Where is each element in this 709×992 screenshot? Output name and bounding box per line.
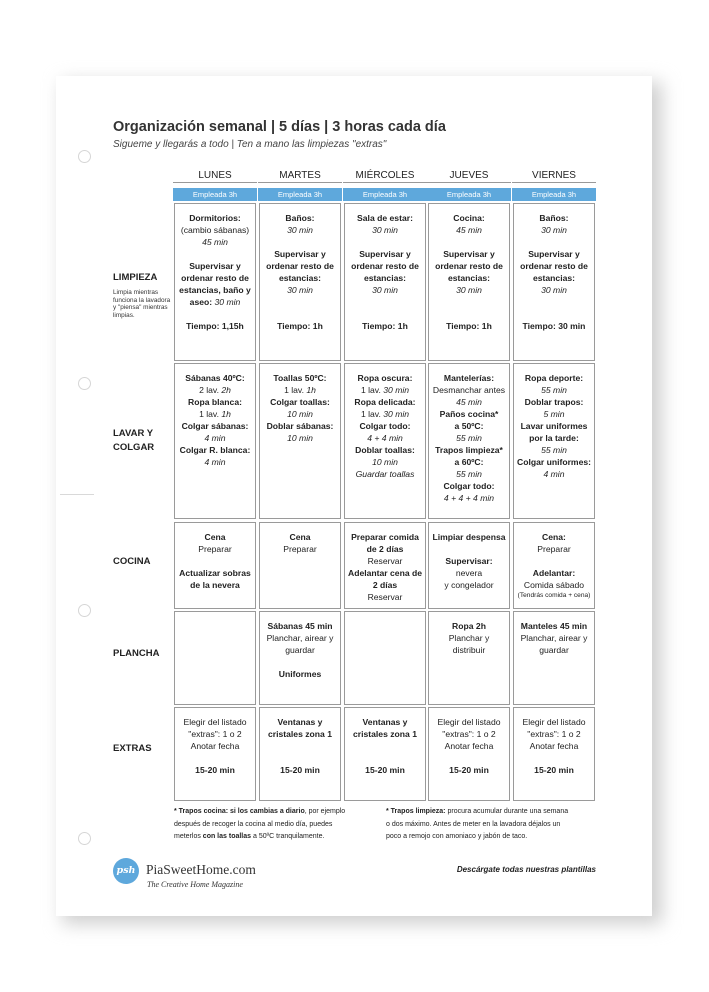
- cell-plancha-miercoles: [344, 611, 426, 705]
- cell-cocina-viernes: Cena: Preparar Adelantar: Comida sábado (Tendrás comida + cena): [513, 522, 595, 609]
- day-header-viernes: VIERNES: [532, 170, 576, 181]
- day-underline: [512, 182, 596, 183]
- binder-hole: [78, 377, 91, 390]
- day-header-martes: MARTES: [279, 170, 321, 181]
- day-header-jueves: JUEVES: [449, 170, 489, 181]
- footnote-trapos-limpieza: * Trapos limpieza: procura acumular durante una semana o dos máximo. Antes de meter en la lavadora déjalos un poco a remojo con amoniaco y jabón de taco.: [386, 808, 569, 840]
- employee-badge: Empleada 3h: [258, 188, 342, 201]
- day-underline: [258, 182, 342, 183]
- employee-badge: Empleada 3h: [512, 188, 596, 201]
- cell-cocina-jueves: Limpiar despensa Supervisar: nevera y congelador: [428, 522, 510, 609]
- row-label-cocina: COCINA: [113, 556, 151, 567]
- cell-plancha-viernes: Manteles 45 min Planchar, airear y guardar: [513, 611, 595, 705]
- fold-mark: [60, 494, 94, 495]
- cell-plancha-martes: Sábanas 45 min Planchar, airear y guardar Uniformes: [259, 611, 341, 705]
- day-underline: [343, 182, 427, 183]
- footnote-trapos-cocina: * Trapos cocina: si los cambias a diario, por ejemplo después de recoger la cocina al medio día, puedes meterlos con las toallas a 50ºC tranquilamente.: [174, 808, 346, 840]
- cell-lavar-martes: Toallas 50ºC: 1 lav. 1h Colgar toallas: 10 min Doblar sábanas: 10 min: [259, 363, 341, 519]
- brand-logo: psh: [113, 858, 139, 884]
- cell-limpieza-viernes: Baños: 30 min Supervisar y ordenar resto de estancias: 30 min Tiempo: 30 min: [513, 203, 595, 361]
- brand-tagline: The Creative Home Magazine: [147, 880, 243, 889]
- cell-limpieza-martes: Baños: 30 min Supervisar y ordenar resto de estancias: 30 min Tiempo: 1h: [259, 203, 341, 361]
- cell-plancha-lunes: [174, 611, 256, 705]
- brand-name[interactable]: PiaSweetHome.com: [146, 862, 256, 877]
- binder-hole: [78, 150, 91, 163]
- day-underline: [427, 182, 511, 183]
- row-label-extras: EXTRAS: [113, 743, 152, 754]
- cell-cocina-lunes: Cena Preparar Actualizar sobras de la nevera: [174, 522, 256, 609]
- cell-cocina-martes: Cena Preparar: [259, 522, 341, 609]
- row-label-limpieza: LIMPIEZA: [113, 272, 158, 283]
- employee-badge: Empleada 3h: [343, 188, 427, 201]
- cell-extras-miercoles: Ventanas y cristales zona 1 15-20 min: [344, 707, 426, 801]
- cell-extras-lunes: Elegir del listado "extras": 1 o 2 Anotar fecha 15-20 min: [174, 707, 256, 801]
- employee-badge: Empleada 3h: [427, 188, 511, 201]
- cell-extras-jueves: Elegir del listado "extras": 1 o 2 Anotar fecha 15-20 min: [428, 707, 510, 801]
- employee-badge: Empleada 3h: [173, 188, 257, 201]
- row-label-lavar: LAVAR Y COLGAR: [113, 428, 155, 453]
- page-subtitle: Sigueme y llegarás a todo | Ten a mano las limpiezas "extras": [113, 139, 387, 150]
- day-underline: [173, 182, 257, 183]
- download-link[interactable]: Descárgate todas nuestras plantillas: [456, 865, 596, 874]
- cell-extras-martes: Ventanas y cristales zona 1 15-20 min: [259, 707, 341, 801]
- cell-cocina-miercoles: Preparar comida de 2 días Reservar Adelantar cena de 2 días Reservar: [344, 522, 426, 609]
- binder-hole: [78, 832, 91, 845]
- cell-extras-viernes: Elegir del listado "extras": 1 o 2 Anotar fecha 15-20 min: [513, 707, 595, 801]
- cell-lavar-jueves: Mantelerías: Desmanchar antes 45 min Paños cocina* a 50ºC: 55 min Trapos limpieza* a 60ºC: 55 min Colgar todo: 4 + 4 + 4 min: [428, 363, 510, 519]
- cell-limpieza-jueves: Cocina: 45 min Supervisar y ordenar resto de estancias: 30 min Tiempo: 1h: [428, 203, 510, 361]
- cell-lavar-miercoles: Ropa oscura: 1 lav. 30 min Ropa delicada: 1 lav. 30 min Colgar todo: 4 + 4 min Doblar toallas: 10 min Guardar toallas: [344, 363, 426, 519]
- day-header-lunes: LUNES: [198, 170, 232, 181]
- cell-plancha-jueves: Ropa 2h Planchar y distribuir: [428, 611, 510, 705]
- row-note-limpieza: Limpia mientras funciona la lavadora y "piensa" mientras limpias.: [113, 289, 171, 319]
- page-title: Organización semanal | 5 días | 3 horas cada día: [113, 119, 446, 135]
- cell-limpieza-lunes: Dormitorios: (cambio sábanas) 45 min Supervisar y ordenar resto de estancias, baño y aseo: 30 min Tiempo: 1,15h: [174, 203, 256, 361]
- row-label-plancha: PLANCHA: [113, 648, 160, 659]
- binder-hole: [78, 604, 91, 617]
- cell-limpieza-miercoles: Sala de estar: 30 min Supervisar y ordenar resto de estancias: 30 min Tiempo: 1h: [344, 203, 426, 361]
- cell-lavar-viernes: Ropa deporte: 55 min Doblar trapos: 5 min Lavar uniformes por la tarde: 55 min Colgar uniformes: 4 min: [513, 363, 595, 519]
- cell-lavar-lunes: Sábanas 40ºC: 2 lav. 2h Ropa blanca: 1 lav. 1h Colgar sábanas: 4 min Colgar R. blanca: 4 min: [174, 363, 256, 519]
- day-header-miercoles: MIÉRCOLES: [355, 170, 415, 181]
